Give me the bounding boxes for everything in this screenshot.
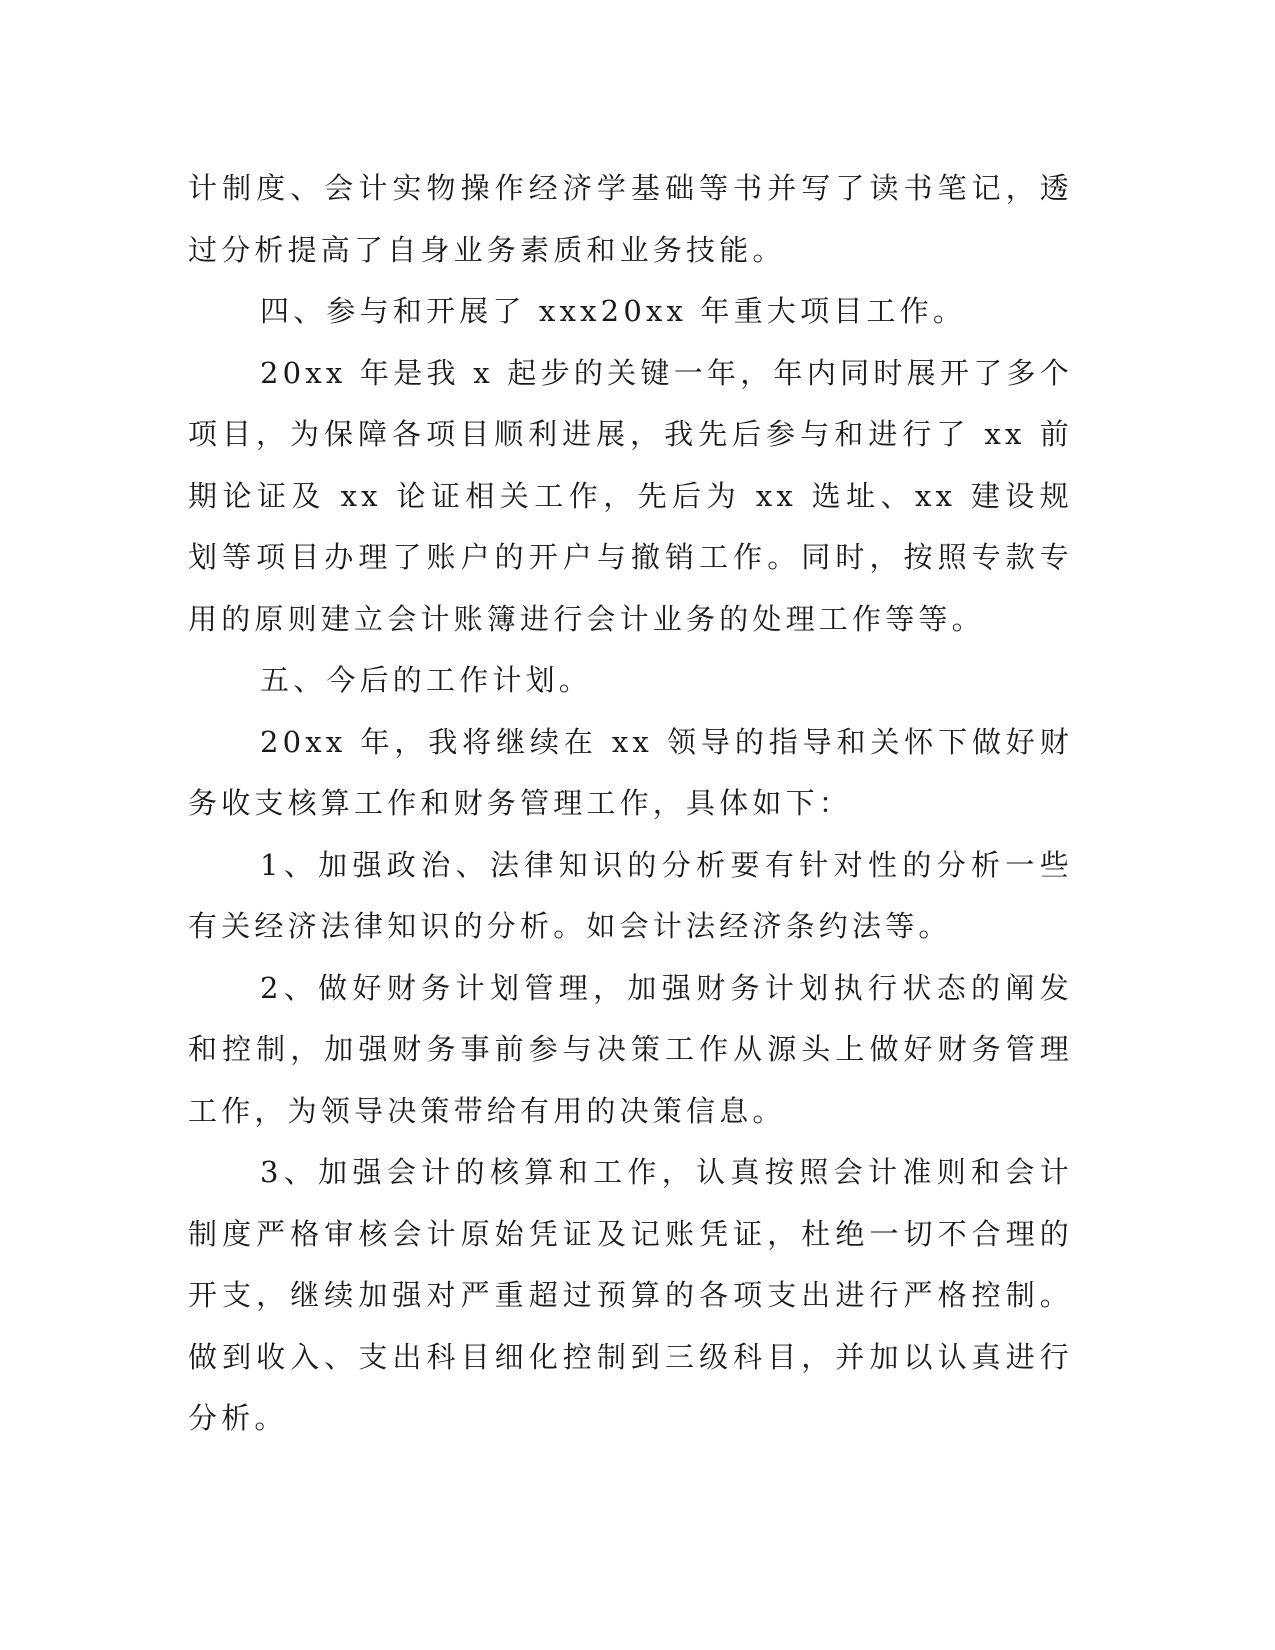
section-heading-5: 五、今后的工作计划。: [260, 663, 593, 697]
plan-item-1: 1、加强政治、法律知识的分析要有针对性的分析一些有关经济法律知识的分析。如会计法经济条约法等。: [188, 847, 1073, 943]
plan-item-3: 3、加强会计的核算和工作，认真按照会计准则和会计制度严格审核会计原始凭证及记账凭证，杜绝一切不合理的开支，继续加强对严重超过预算的各项支出进行严格控制。做到收入、支出科目细化控制到三级科目，并加以认真进行分析。: [188, 1155, 1073, 1435]
section-4-body: 20xx 年是我 x 起步的关键一年，年内同时展开了多个项目，为保障各项目顺利进展，我先后参与和进行了 xx 前期论证及 xx 论证相关工作，先后为 xx 选址、xx 建设规划等项目办理了账户的开户与撤销工作。同时，按照专款专用的原则建立会计账簿进行会计业务的处理工作等等。: [188, 355, 1073, 636]
section-5-body: 20xx 年，我将继续在 xx 领导的指导和关怀下做好财务收支核算工作和财务管理工作，具体如下：: [188, 724, 1073, 820]
section-heading-4: 四、参与和开展了 xxx20xx 年重大项目工作。: [260, 294, 967, 328]
plan-item-2: 2、做好财务计划管理，加强财务计划执行状态的阐发和控制，加强财务事前参与决策工作从源头上做好财务管理工作，为领导决策带给有用的决策信息。: [188, 970, 1073, 1128]
paragraph-continuation: 计制度、会计实物操作经济学基础等书并写了读书笔记，透过分析提高了自身业务素质和业务技能。: [188, 171, 1073, 267]
document-body: [188, 158, 1073, 1450]
